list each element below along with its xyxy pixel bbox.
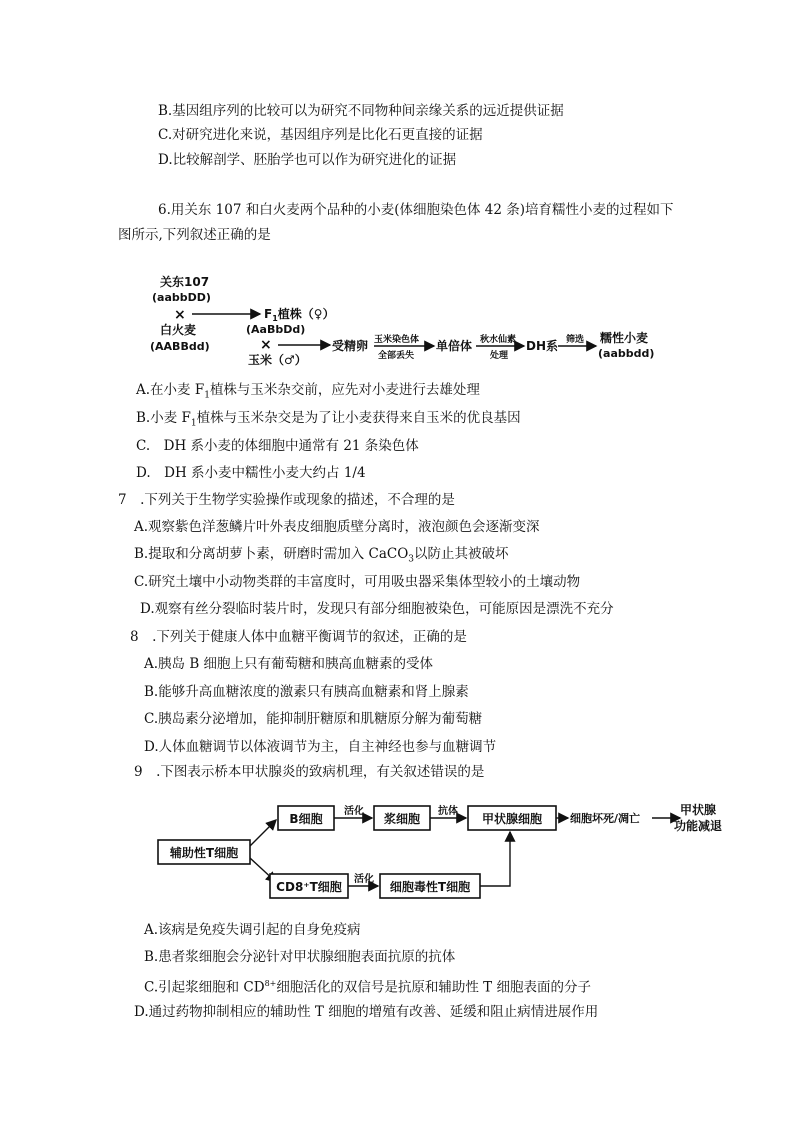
corn: 玉米（♂） [248, 353, 307, 367]
result-line1: 甲状腺 [679, 803, 717, 817]
immune-pathway-diagram [150, 796, 750, 906]
q8-stem: 8 .下列关于健康人体中血糖平衡调节的叙述，正确的是 [130, 629, 467, 645]
q6-option-d: D. DH 系小麦中糯性小麦大约占 1/4 [136, 465, 366, 481]
step1-top: 玉米染色体 [374, 335, 420, 345]
q6-option-a: A.在小麦 $F_1$植株与玉米杂交前，应先对小麦进行去雄处理 [136, 382, 480, 401]
q7-option-c: C.研究土壤中小动物类群的丰富度时，可用吸虫器采集体型较小的土壤动物 [134, 574, 581, 590]
cross-symbol-1: × [174, 307, 186, 323]
step3-top: 筛选 [566, 335, 585, 345]
fertilized-egg: 受精卵 [332, 339, 369, 353]
q7-option-a: A.观察紫色洋葱鳞片叶外表皮细胞质壁分离时，液泡颜色会逐渐变深 [134, 519, 540, 535]
thyroid-cell-label: 甲状腺细胞 [481, 812, 543, 826]
parent1-genotype: (aabbDD) [152, 291, 211, 304]
breeding-diagram [140, 268, 700, 368]
step1-bottom: 全部丢失 [378, 351, 415, 361]
q7-stem: 7 .下列关于生物学实验操作或现象的描述，不合理的是 [118, 492, 455, 508]
helper-t-label: 辅助性T细胞 [169, 846, 239, 860]
q9-option-d: D.通过药物抑制相应的辅助性 T 细胞的增殖有改善、延缓和阻止病情进展作用 [134, 1004, 599, 1020]
q8-option-a: A.胰岛 B 细胞上只有葡萄糖和胰高血糖素的受体 [144, 656, 434, 672]
q8-option-d: D.人体血糖调节以体液调节为主，自主神经也参与血糖调节 [144, 739, 497, 755]
step2-bottom: 处理 [490, 351, 509, 361]
dh-line: DH系 [526, 339, 559, 353]
q9-option-b: B.患者浆细胞会分泌针对甲状腺细胞表面抗原的抗体 [144, 949, 456, 965]
b-cell-label: B细胞 [289, 812, 323, 826]
f1-genotype: (AaBbDd) [246, 323, 306, 336]
product-genotype: (aabbdd) [598, 347, 655, 360]
activate-label-1: 活化 [344, 806, 364, 817]
q5-option-d: D.比较解剖学、胚胎学也可以作为研究进化的证据 [158, 152, 457, 168]
arrow-cytotoxic-to-thyroid [480, 832, 510, 886]
cross-symbol-2: × [260, 337, 272, 353]
parent1-name: 关东107 [160, 275, 210, 289]
q6-stem-line2: 图所示,下列叙述正确的是 [118, 227, 271, 243]
q6-option-c: C. DH 系小麦的体细胞中通常有 21 条染色体 [136, 438, 419, 454]
cd8-label: CD8⁺T细胞 [276, 880, 342, 894]
antibody-label: 抗体 [438, 806, 458, 817]
q9-stem: 9 .下图表示桥本甲状腺炎的致病机理，有关叙述错误的是 [134, 764, 485, 780]
q9-option-a: A.该病是免疫失调引起的自身免疫病 [144, 922, 361, 938]
haploid: 单倍体 [436, 339, 473, 353]
plasma-cell-label: 浆细胞 [383, 812, 421, 826]
q8-option-b: B.能够升高血糖浓度的激素只有胰高血糖素和肾上腺素 [144, 684, 469, 700]
result-line2: 功能减退 [673, 819, 723, 833]
activate-label-2: 活化 [354, 874, 374, 885]
step2-top: 秋水仙素 [480, 335, 517, 345]
q7-option-d: D.观察有丝分裂临时装片时，发现只有部分细胞被染色，可能原因是漂洗不充分 [140, 601, 614, 617]
product-name: 糯性小麦 [600, 331, 649, 345]
q8-option-c: C.胰岛素分泌增加，能抑制肝糖原和肌糖原分解为葡萄糖 [144, 711, 483, 727]
q5-option-c: C.对研究进化来说，基因组序列是比化石更直接的证据 [158, 127, 483, 143]
cell-death-label: 细胞坏死/凋亡 [570, 812, 641, 825]
q6-option-b: B.小麦 $F_1$植株与玉米杂交是为了让小麦获得来自玉米的优良基因 [136, 410, 521, 429]
parent2-genotype: (AABBdd) [150, 340, 210, 353]
f1-plant: $F_1$植株（♀） [264, 307, 335, 323]
q7-option-b: B.提取和分离胡萝卜素，研磨时需加入 CaCO$_3$以防止其被破坏 [134, 546, 509, 565]
q9-option-c: C.引起浆细胞和 $CD^{8+}$细胞活化的双信号是抗原和辅助性 T 细胞表面的分子 [144, 979, 591, 996]
q6-stem-line1: 6.用关东 107 和白火麦两个品种的小麦(体细胞染色体 42 条)培育糯性小麦的过程如下 [158, 202, 674, 218]
arrow-to-b-cell [250, 820, 276, 846]
cytotoxic-t-label: 细胞毒性T细胞 [389, 880, 471, 894]
q5-option-b: B.基因组序列的比较可以为研究不同物种间亲缘关系的远近提供证据 [158, 103, 564, 119]
parent2-name: 白火麦 [160, 323, 197, 337]
